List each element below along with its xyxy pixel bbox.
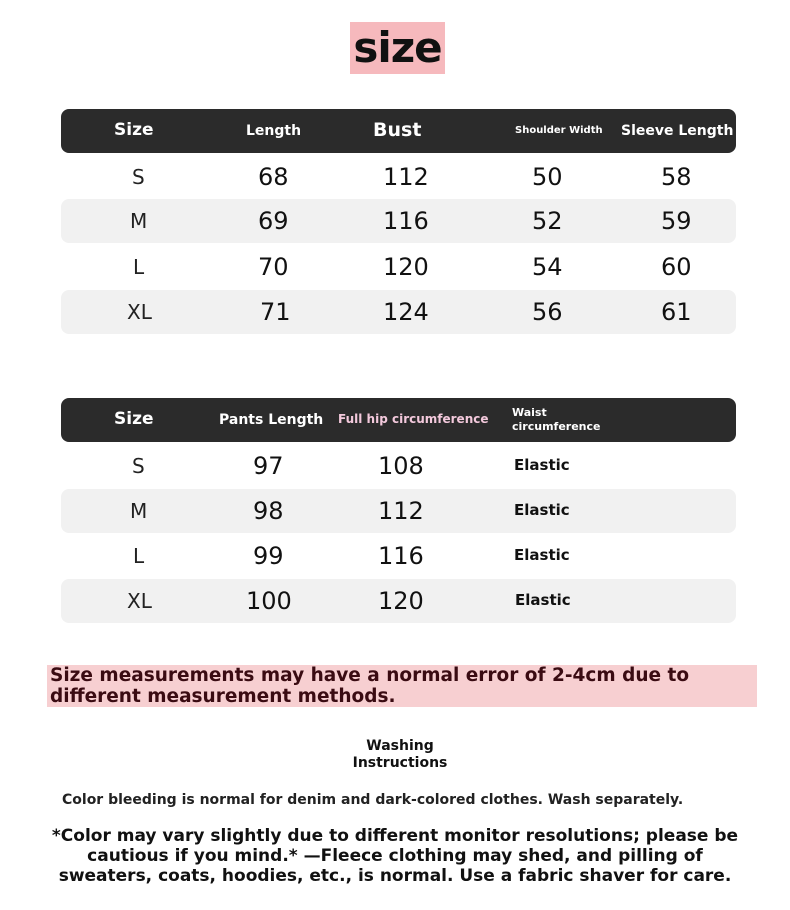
pants-length-cell: 100: [246, 587, 292, 615]
waist-cell: Elastic: [514, 456, 570, 474]
pants-length-cell: 97: [253, 452, 284, 480]
size-cell: S: [132, 165, 145, 189]
table-row: [61, 199, 736, 243]
size-cell: XL: [127, 589, 152, 613]
length-cell: 71: [260, 298, 291, 326]
top-table-header: [61, 109, 736, 153]
hip-cell: 116: [378, 542, 424, 570]
header-bust: Bust: [373, 119, 422, 141]
table-row: [61, 489, 736, 533]
shoulder-cell: 54: [532, 253, 563, 281]
hip-cell: 120: [378, 587, 424, 615]
sleeve-cell: 60: [661, 253, 692, 281]
care-disclaimer: *Color may vary slightly due to different monitor resolutions; please be cautious if you mind.* —Fleece clothing may shed, and pilling of sweaters, coats, hoodies, etc., is normal. Use a fabric shaver for care.: [51, 826, 739, 886]
header-length: Length: [246, 123, 302, 139]
hip-cell: 108: [378, 452, 424, 480]
size-cell: S: [132, 454, 145, 478]
sleeve-cell: 58: [661, 163, 692, 191]
table-row: [61, 290, 736, 334]
page-title: size: [350, 22, 445, 74]
header-hip-circumference: Full hip circumference: [338, 412, 489, 426]
table-row: [61, 245, 736, 289]
pants-table-header: [61, 398, 736, 442]
measurement-notice: Size measurements may have a normal error of 2-4cm due to different measurement methods.: [47, 665, 757, 707]
bust-cell: 120: [383, 253, 429, 281]
header-size: Size: [114, 120, 154, 140]
hip-cell: 112: [378, 497, 424, 525]
shoulder-cell: 52: [532, 207, 563, 235]
length-cell: 68: [258, 163, 289, 191]
pants-length-cell: 99: [253, 542, 284, 570]
shoulder-cell: 50: [532, 163, 563, 191]
size-cell: L: [133, 255, 145, 279]
header-shoulder-width: Shoulder Width: [515, 125, 603, 136]
size-cell: L: [133, 544, 145, 568]
table-row: [61, 155, 736, 199]
size-cell: M: [130, 209, 148, 233]
bust-cell: 124: [383, 298, 429, 326]
color-bleeding-note: Color bleeding is normal for denim and dark-colored clothes. Wash separately.: [62, 792, 684, 808]
table-row: [61, 534, 736, 578]
sleeve-cell: 59: [661, 207, 692, 235]
sleeve-cell: 61: [661, 298, 692, 326]
table-row: [61, 444, 736, 488]
length-cell: 69: [258, 207, 289, 235]
pants-length-cell: 98: [253, 497, 284, 525]
waist-cell: Elastic: [515, 591, 571, 609]
shoulder-cell: 56: [532, 298, 563, 326]
header-size: Size: [114, 409, 154, 429]
washing-instructions-title: Washing Instructions: [352, 738, 448, 771]
bust-cell: 116: [383, 207, 429, 235]
header-sleeve-length: Sleeve Length: [621, 123, 734, 139]
size-cell: M: [130, 499, 148, 523]
header-pants-length: Pants Length: [219, 412, 324, 428]
size-cell: XL: [127, 300, 152, 324]
bust-cell: 112: [383, 163, 429, 191]
table-row: [61, 579, 736, 623]
waist-cell: Elastic: [514, 546, 570, 564]
length-cell: 70: [258, 253, 289, 281]
header-waist-circumference: Waist circumference: [512, 406, 601, 433]
waist-cell: Elastic: [514, 501, 570, 519]
